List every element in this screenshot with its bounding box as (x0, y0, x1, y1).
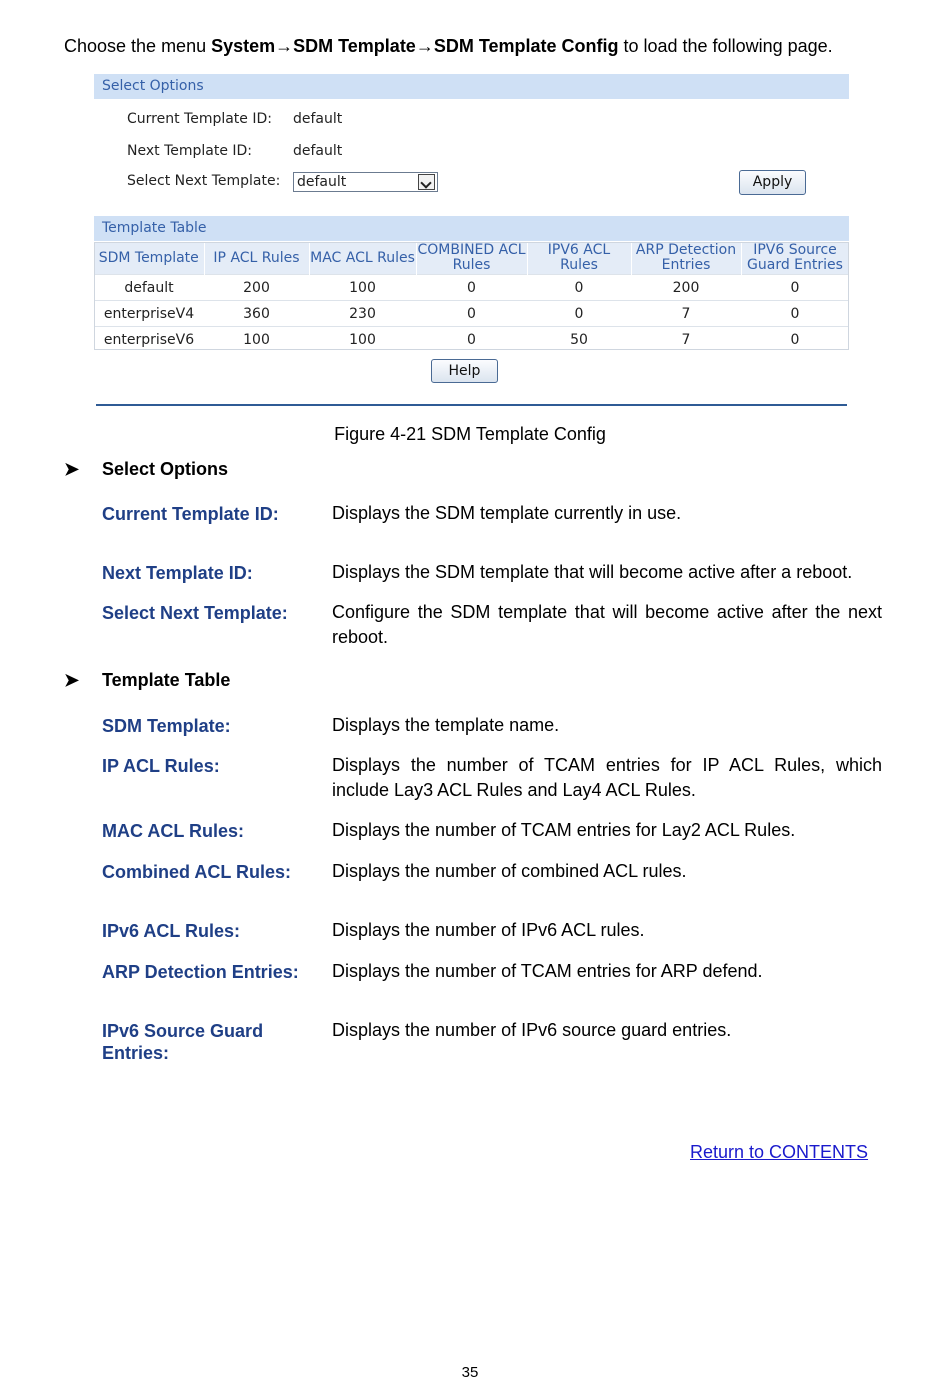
template-table-bar: Template Table (94, 216, 849, 241)
intro-prefix: Choose the menu (64, 36, 212, 56)
header-combined-acl-rules: COMBINED ACL Rules (417, 242, 526, 273)
help-button[interactable]: Help (431, 359, 498, 383)
term-arp-detection-entries: ARP Detection Entries: (102, 962, 299, 982)
table-cell: 0 (741, 275, 849, 301)
apply-button[interactable]: Apply (739, 170, 806, 195)
table-cell: 0 (741, 301, 849, 327)
next-template-label: Next Template ID: (127, 143, 253, 159)
next-template-select[interactable] (293, 172, 438, 192)
figure-divider (96, 404, 847, 406)
section-heading-template-table (64, 670, 230, 691)
term-mac-acl-rules: MAC ACL Rules: (102, 821, 245, 841)
next-template-value: default (293, 143, 343, 159)
table-row (94, 327, 849, 353)
table-cell: default (94, 275, 204, 301)
desc-select-next-template: Configure the SDM template that will become active after the next reboot. (332, 602, 882, 647)
term-ipv6-acl-rules: IPv6 ACL Rules: (102, 921, 241, 941)
table-cell: 100 (309, 327, 416, 353)
header-sdm-template: SDM Template (94, 242, 204, 275)
desc-ipv6-source-guard-entries: Displays the number of IPv6 source guard entries. (332, 1020, 732, 1040)
table-cell: 50 (527, 327, 631, 353)
current-template-value: default (293, 111, 343, 127)
table-row (94, 275, 849, 301)
bullet-arrow-icon: ➤ (64, 459, 80, 479)
menu-path: System→SDM Template→SDM Template Config (211, 36, 619, 56)
term-ip-acl-rules: IP ACL Rules: (102, 756, 220, 776)
select-next-template-label: Select Next Template: (127, 173, 281, 189)
return-to-contents-link[interactable]: Return to CONTENTS (690, 1142, 869, 1162)
section-heading-select-options (64, 459, 228, 480)
chevron-down-icon[interactable] (418, 174, 435, 190)
desc-ipv6-acl-rules: Displays the number of IPv6 ACL rules. (332, 920, 645, 940)
desc-arp-detection-entries: Displays the number of TCAM entries for ARP defend. (332, 961, 763, 981)
intro-suffix: to load the following page. (618, 36, 833, 56)
table-cell: 0 (741, 327, 849, 353)
figure-caption: Figure 4-21 SDM Template Config (334, 424, 606, 444)
table-cell: 200 (631, 275, 741, 301)
section-title: Template Table (102, 670, 231, 690)
table-cell: 100 (204, 327, 309, 353)
page-number: 35 (461, 1364, 479, 1381)
table-cell: 0 (527, 301, 631, 327)
bullet-arrow-icon: ➤ (64, 670, 80, 690)
table-cell: 0 (416, 301, 527, 327)
table-row (94, 301, 849, 327)
table-cell: 0 (416, 275, 527, 301)
intro-text (64, 36, 833, 57)
table-cell: 230 (309, 301, 416, 327)
table-cell: enterpriseV4 (94, 301, 204, 327)
desc-current-template-id: Displays the SDM template currently in use. (332, 503, 682, 523)
table-cell: 7 (631, 327, 741, 353)
header-arp-detection-entries: ARP Detection Entries (631, 242, 741, 275)
template-table (94, 242, 850, 352)
table-cell: 7 (631, 301, 741, 327)
next-template-select-value: default (297, 174, 347, 190)
table-cell: enterpriseV6 (94, 327, 204, 353)
sdm-template-config-panel (94, 74, 849, 386)
table-cell: 0 (527, 275, 631, 301)
term-next-template-id: Next Template ID: (102, 563, 253, 583)
desc-mac-acl-rules: Displays the number of TCAM entries for Lay2 ACL Rules. (332, 820, 796, 840)
current-template-label: Current Template ID: (127, 111, 272, 127)
table-cell: 100 (309, 275, 416, 301)
header-ipv6-acl-rules: IPV6 ACL Rules (527, 242, 631, 275)
header-ip-acl-rules: IP ACL Rules (204, 242, 309, 275)
header-ipv6-source-guard-entries: IPV6 Source Guard Entries (741, 242, 849, 275)
term-combined-acl-rules: Combined ACL Rules: (102, 862, 292, 882)
desc-next-template-id: Displays the SDM template that will become active after a reboot. (332, 562, 853, 582)
select-options-bar: Select Options (94, 74, 849, 99)
table-cell: 360 (204, 301, 309, 327)
desc-sdm-template: Displays the template name. (332, 715, 560, 735)
section-title: Select Options (102, 459, 229, 479)
desc-ip-acl-rules: Displays the number of TCAM entries for IP ACL Rules, which include Lay3 ACL Rules and Lay4 ACL Rules. (332, 755, 882, 800)
table-cell: 200 (204, 275, 309, 301)
term-current-template-id: Current Template ID: (102, 504, 279, 524)
term-sdm-template: SDM Template: (102, 716, 231, 736)
header-mac-acl-rules: MAC ACL Rules (309, 242, 416, 275)
desc-combined-acl-rules: Displays the number of combined ACL rules. (332, 861, 687, 881)
table-header-row (94, 242, 849, 275)
term-ipv6-source-guard-entries: IPv6 Source Guard Entries: (102, 1021, 264, 1063)
table-cell: 0 (416, 327, 527, 353)
term-select-next-template: Select Next Template: (102, 603, 288, 623)
